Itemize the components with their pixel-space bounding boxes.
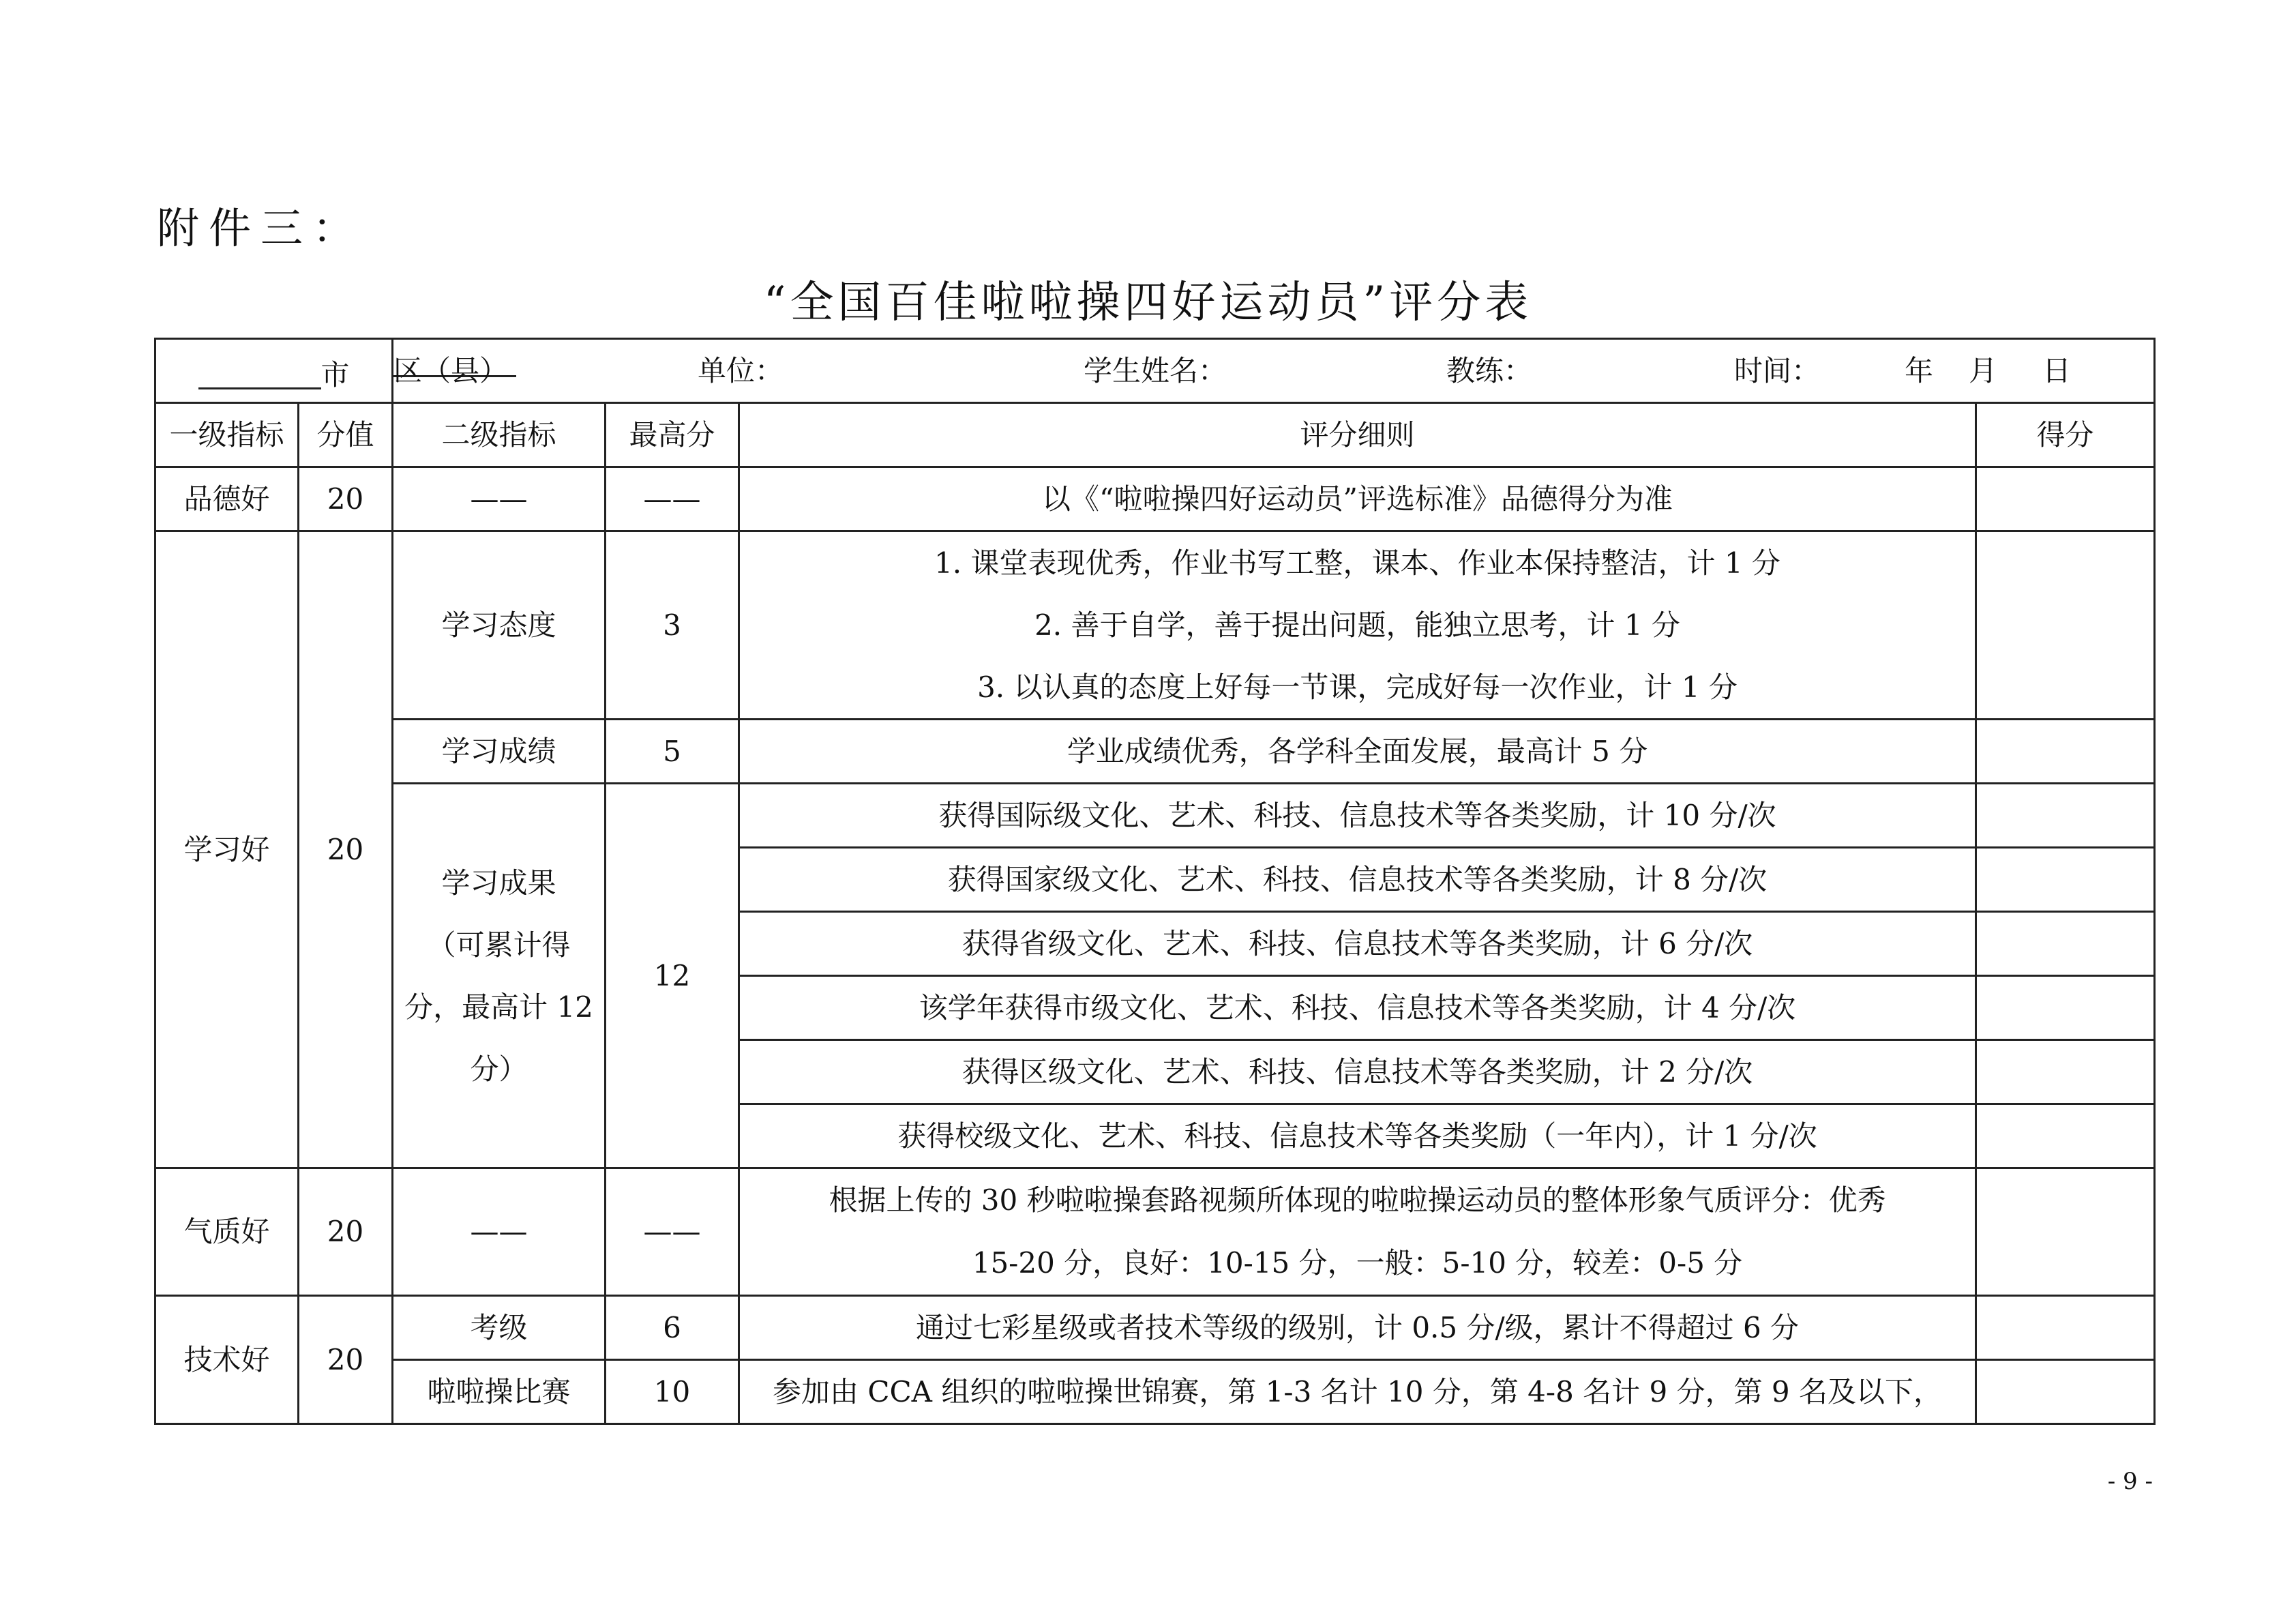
- temperament-max: ——: [606, 1168, 739, 1296]
- day-label: 日: [2042, 354, 2072, 387]
- table-row-temperament: [155, 1168, 2155, 1296]
- temperament-points-cell[interactable]: [1976, 1168, 2155, 1296]
- info-cell: [393, 339, 2155, 403]
- coach-label: 教练：: [1446, 354, 1533, 387]
- skill-score: 20: [299, 1296, 393, 1424]
- achievement-rule-1: 获得国际级文化、艺术、科技、信息技术等各类奖励，计 10 分/次: [739, 784, 1976, 848]
- achievement-points-cell-6[interactable]: [1976, 1104, 2155, 1168]
- moral-score: 20: [299, 467, 393, 531]
- temperament-score: 20: [299, 1168, 393, 1296]
- grading-level2: 考级: [393, 1296, 606, 1360]
- temperament-rule-1: 根据上传的 30 秒啦啦操套路视频所体现的啦啦操运动员的整体形象气质评分：优秀: [829, 1183, 1886, 1217]
- document-title: “全国百佳啦啦操四好运动员”评分表: [763, 278, 1533, 328]
- achievement-points-cell-2[interactable]: [1976, 848, 2155, 912]
- attachment-label: 附件三：: [157, 203, 365, 253]
- table-row-achievement: [155, 784, 2155, 848]
- grading-max: 6: [606, 1296, 739, 1360]
- temperament-level2: ——: [393, 1168, 606, 1296]
- district-label: 区（县）: [393, 354, 509, 387]
- attitude-rules: [739, 531, 1976, 720]
- year-label: 年: [1905, 354, 1934, 387]
- header-score: 分值: [299, 403, 393, 467]
- achievement-points-cell-3[interactable]: [1976, 912, 2155, 976]
- achievements-level2-line-2: （可累计得: [427, 928, 571, 962]
- competition-points-cell[interactable]: [1976, 1360, 2155, 1424]
- month-label: 月: [1969, 354, 1998, 387]
- achievements-level2-line-1: 学习成果: [441, 866, 556, 900]
- attitude-rule-2: 2. 善于自学，善于提出问题，能独立思考，计 1 分: [1034, 608, 1680, 642]
- skill-level1: 技术好: [155, 1296, 299, 1424]
- achievement-points-cell-4[interactable]: [1976, 976, 2155, 1040]
- grading-points-cell[interactable]: [1976, 1296, 2155, 1360]
- achievement-points-cell-5[interactable]: [1976, 1040, 2155, 1104]
- achievements-max: 12: [606, 784, 739, 1168]
- achievement-rule-3: 获得省级文化、艺术、科技、信息技术等各类奖励，计 6 分/次: [739, 912, 1976, 976]
- grades-max: 5: [606, 720, 739, 784]
- grading-rule: 通过七彩星级或者技术等级的级别，计 0.5 分/级，累计不得超过 6 分: [739, 1296, 1976, 1360]
- competition-level2: 啦啦操比赛: [393, 1360, 606, 1424]
- unit-label: 单位：: [698, 354, 784, 387]
- attitude-max: 3: [606, 531, 739, 720]
- header-level2: 二级指标: [393, 403, 606, 467]
- info-row: [155, 339, 2155, 403]
- attitude-level2: 学习态度: [393, 531, 606, 720]
- moral-level1: 品德好: [155, 467, 299, 531]
- achievement-rule-6: 获得校级文化、艺术、科技、信息技术等各类奖励（一年内），计 1 分/次: [739, 1104, 1976, 1168]
- achievement-rule-4: 该学年获得市级文化、艺术、科技、信息技术等各类奖励，计 4 分/次: [739, 976, 1976, 1040]
- time-label: 时间：: [1734, 354, 1821, 387]
- table-row-skill-competition: [155, 1360, 2155, 1424]
- grades-points-cell[interactable]: [1976, 720, 2155, 784]
- moral-level2: ——: [393, 467, 606, 531]
- temperament-rule-2: 15-20 分，良好：10-15 分，一般：5-10 分，较差：0-5 分: [972, 1246, 1743, 1280]
- page-number: - 9 -: [2107, 1468, 2153, 1495]
- attitude-points-cell[interactable]: [1976, 531, 2155, 720]
- header-level1: 一级指标: [155, 403, 299, 467]
- achievement-points-cell-1[interactable]: [1976, 784, 2155, 848]
- achievement-rule-2: 获得国家级文化、艺术、科技、信息技术等各类奖励，计 8 分/次: [739, 848, 1976, 912]
- table-row-study-attitude: [155, 531, 2155, 720]
- header-rules: 评分细则: [739, 403, 1976, 467]
- temperament-rules: [739, 1168, 1976, 1296]
- header-max: 最高分: [606, 403, 739, 467]
- grades-level2: 学习成绩: [393, 720, 606, 784]
- achievements-level2: [393, 784, 606, 1168]
- temperament-level1: 气质好: [155, 1168, 299, 1296]
- moral-max: ——: [606, 467, 739, 531]
- attitude-rule-1: 1. 课堂表现优秀，作业书写工整，课本、作业本保持整洁，计 1 分: [934, 546, 1780, 580]
- city-blank: [198, 352, 321, 389]
- moral-points-cell[interactable]: [1976, 467, 2155, 531]
- achievements-level2-line-3: 分，最高计 12: [404, 990, 593, 1024]
- competition-max: 10: [606, 1360, 739, 1424]
- study-score: 20: [299, 531, 393, 1168]
- city-cell: [155, 339, 393, 403]
- header-points: 得分: [1976, 403, 2155, 467]
- study-level1: 学习好: [155, 531, 299, 1168]
- grades-rule: 学业成绩优秀，各学科全面发展，最高计 5 分: [739, 720, 1976, 784]
- moral-rule: 以《“啦啦操四好运动员”评选标准》品德得分为准: [739, 467, 1976, 531]
- table-row-skill-grading: [155, 1296, 2155, 1360]
- attitude-rule-3: 3. 以认真的态度上好每一节课，完成好每一次作业，计 1 分: [977, 670, 1738, 704]
- header-row: [155, 403, 2155, 467]
- achievements-level2-line-4: 分）: [470, 1052, 528, 1086]
- competition-rule: 参加由 CCA 组织的啦啦操世锦赛，第 1-3 名计 10 分，第 4-8 名计 9 分，第 9 名及以下，: [739, 1360, 1976, 1424]
- score-table: [154, 338, 2156, 1425]
- table-row-study-grades: [155, 720, 2155, 784]
- student-name-label: 学生姓名：: [1084, 354, 1227, 387]
- achievement-rule-5: 获得区级文化、艺术、科技、信息技术等各类奖励，计 2 分/次: [739, 1040, 1976, 1104]
- table-row-moral: [155, 467, 2155, 531]
- city-label: 市: [320, 358, 350, 392]
